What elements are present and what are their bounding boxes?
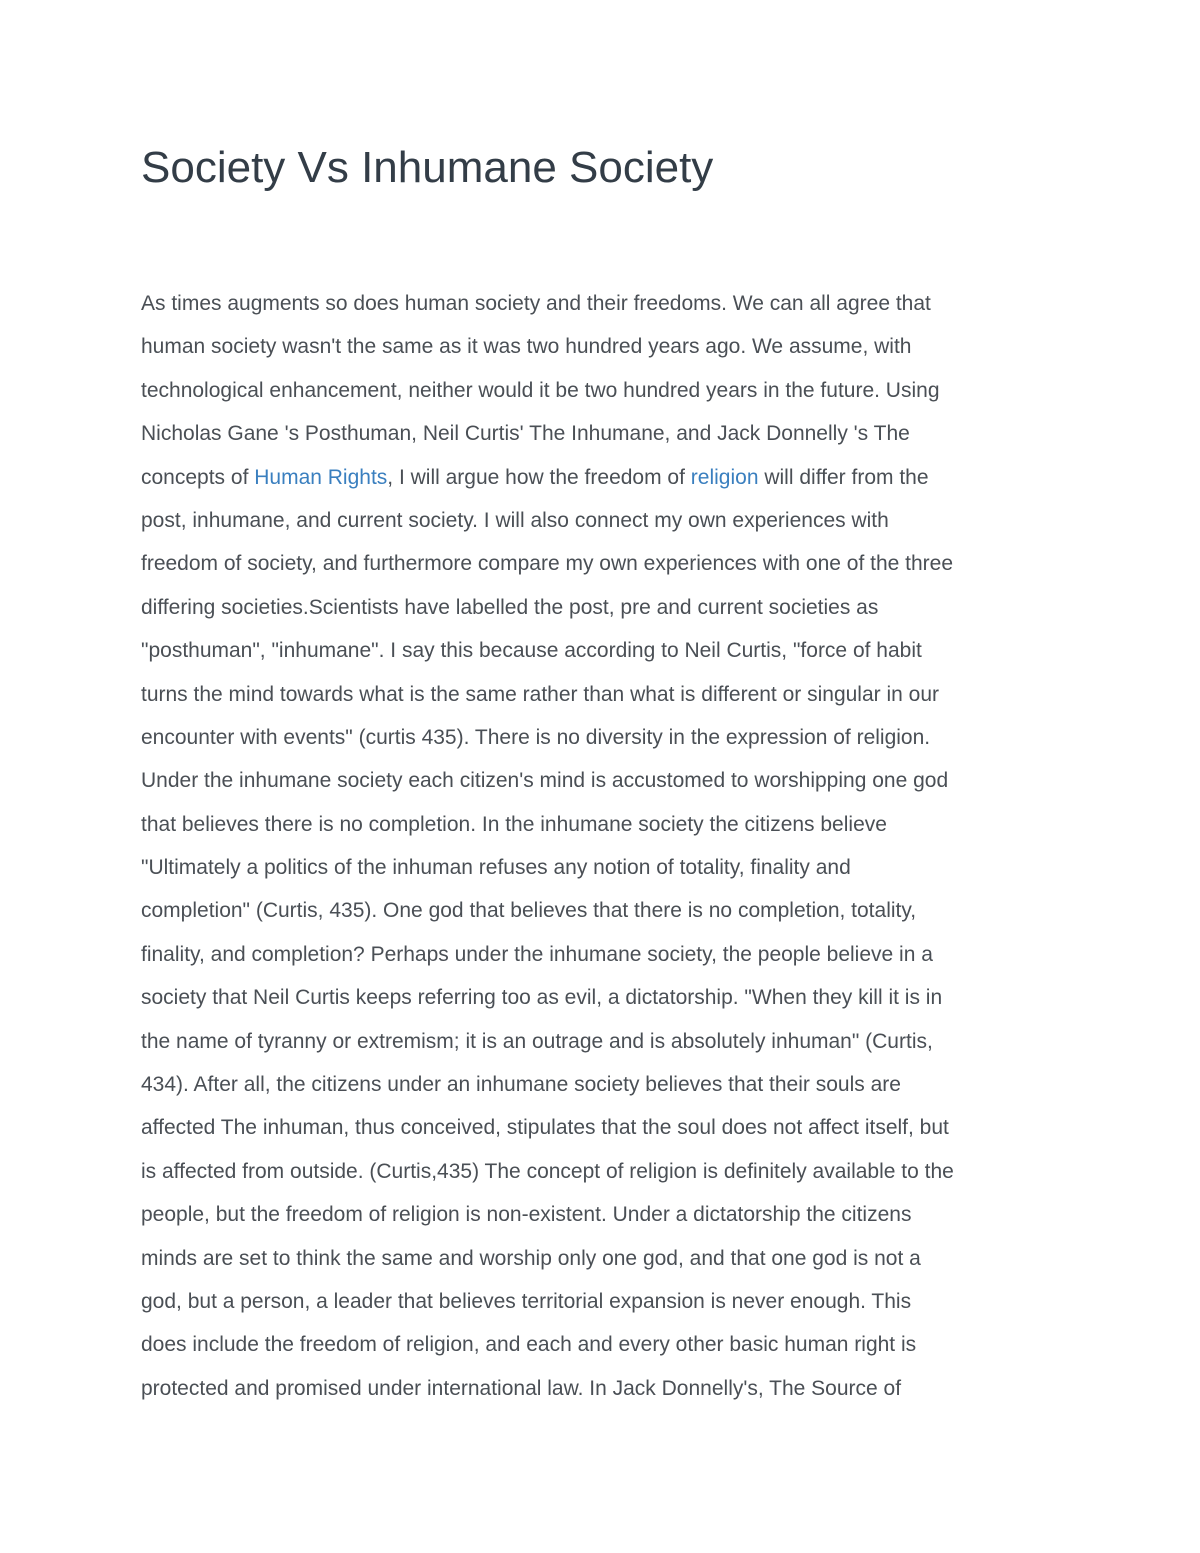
- inline-link[interactable]: Human Rights: [254, 465, 388, 489]
- text-segment: society that Neil Curtis keeps referring too as evil, a dictatorship. "When they kill it is in: [141, 986, 943, 1010]
- text-segment: will differ from the: [758, 465, 929, 489]
- text-line: [141, 1323, 1071, 1366]
- text-line: [141, 976, 1071, 1019]
- text-line: [141, 933, 1071, 976]
- text-line: [141, 586, 1071, 629]
- text-line: [141, 716, 1071, 759]
- text-line: [141, 1280, 1071, 1323]
- text-line: [141, 456, 1071, 499]
- inline-link[interactable]: religion: [690, 465, 759, 489]
- text-segment: turns the mind towards what is the same rather than what is different or singular in our: [141, 682, 940, 706]
- text-line: [141, 629, 1071, 672]
- text-segment: Nicholas Gane 's Posthuman, Neil Curtis' The Inhumane, and Jack Donnelly 's The: [141, 422, 910, 446]
- text-segment: does include the freedom of religion, and each and every other basic human right is: [141, 1333, 917, 1357]
- text-segment: finality, and completion? Perhaps under the inhumane society, the people believe in a: [141, 942, 933, 966]
- text-segment: encounter with events" (curtis 435). There is no diversity in the expression of religion.: [141, 725, 931, 749]
- text-line: [141, 673, 1071, 716]
- document-title: Society Vs Inhumane Society: [141, 143, 714, 192]
- text-segment: protected and promised under international law. In Jack Donnelly's, The Source of: [141, 1376, 902, 1400]
- text-line: [141, 412, 1071, 455]
- text-segment: post, inhumane, and current society. I will also connect my own experiences with: [141, 508, 889, 532]
- text-segment: god, but a person, a leader that believes territorial expansion is never enough. This: [141, 1289, 912, 1313]
- text-segment: concepts of: [141, 465, 255, 489]
- text-segment: completion" (Curtis, 435). One god that believes that there is no completion, totality,: [141, 899, 917, 923]
- text-segment: As times augments so does human society and their freedoms. We can all agree that: [141, 292, 931, 315]
- text-line: [141, 542, 1071, 585]
- text-line: [141, 1020, 1071, 1063]
- text-segment: human society wasn't the same as it was two hundred years ago. We assume, with: [141, 335, 912, 359]
- text-line: [141, 325, 1071, 368]
- text-segment: minds are set to think the same and worship only one god, and that one god is not a: [141, 1246, 921, 1270]
- text-line: [141, 499, 1071, 542]
- text-line: [141, 1063, 1071, 1106]
- text-segment: is affected from outside. (Curtis,435) The concept of religion is definitely available to the: [141, 1159, 954, 1183]
- text-line: [141, 803, 1071, 846]
- text-line: [141, 282, 1071, 325]
- text-line: [141, 1193, 1071, 1236]
- text-segment: that believes there is no completion. In the inhumane society the citizens believe: [141, 812, 887, 836]
- text-segment: Under the inhumane society each citizen's mind is accustomed to worshipping one god: [141, 769, 949, 793]
- text-line: [141, 889, 1071, 932]
- text-segment: , I will argue how the freedom of: [387, 465, 691, 489]
- text-line: [141, 1150, 1071, 1193]
- text-segment: the name of tyranny or extremism; it is an outrage and is absolutely inhuman" (Curtis,: [141, 1029, 933, 1053]
- text-line: [141, 1367, 1071, 1410]
- text-line: [141, 759, 1071, 802]
- text-line: [141, 1106, 1071, 1149]
- document-body: [141, 282, 1071, 1410]
- text-segment: "Ultimately a politics of the inhuman refuses any notion of totality, finality and: [141, 856, 851, 880]
- text-segment: freedom of society, and furthermore compare my own experiences with one of the three: [141, 552, 954, 576]
- text-line: [141, 1237, 1071, 1280]
- text-segment: technological enhancement, neither would it be two hundred years in the future. Using: [141, 378, 940, 402]
- text-line: [141, 846, 1071, 889]
- text-segment: "posthuman", "inhumane". I say this because according to Neil Curtis, "force of habit: [141, 639, 922, 663]
- text-segment: differing societies.Scientists have labelled the post, pre and current societies as: [141, 595, 879, 619]
- text-segment: 434). After all, the citizens under an inhumane society believes that their souls are: [141, 1073, 901, 1097]
- text-segment: affected The inhuman, thus conceived, stipulates that the soul does not affect itself, but: [141, 1116, 949, 1140]
- text-line: [141, 369, 1071, 412]
- text-segment: people, but the freedom of religion is non-existent. Under a dictatorship the citizens: [141, 1203, 912, 1227]
